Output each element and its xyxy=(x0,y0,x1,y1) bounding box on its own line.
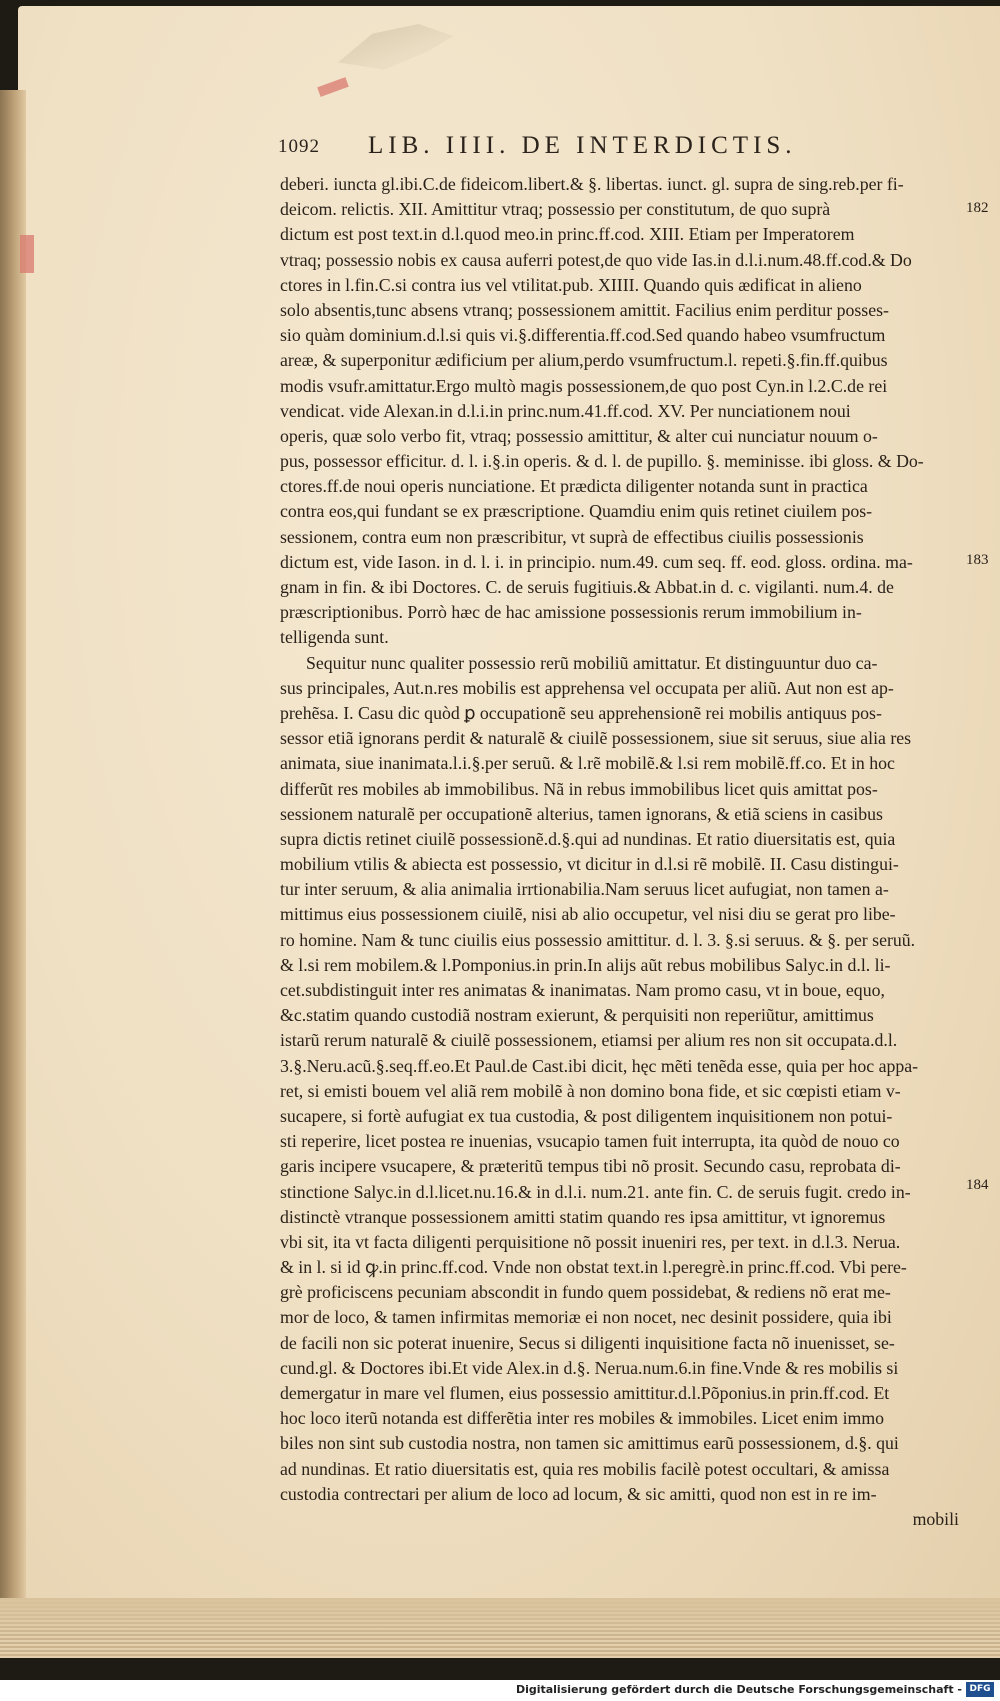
text-line: sessionem, contra eum non præscribitur, vt suprà de effectibus ciuilis possessionis xyxy=(280,526,864,547)
text-line: sessor etiã ignorans perdit & naturalẽ & ciuilẽ possessionem, siue sit seruus, siue alia res xyxy=(280,728,912,749)
text-line: vendicat. vide Alexan.in d.l.i.in princ.num.41.ff.cod. XV. Per nunciationem noui xyxy=(280,400,851,421)
text-line: sus principales, Aut.n.res mobilis est apprehensa vel occupata per aliũ. Aut non est ap- xyxy=(280,677,894,698)
text-line: ad nundinas. Et ratio diuersitatis est, quia res mobilis facilè potest occultari, & amissa xyxy=(280,1458,890,1479)
page-header xyxy=(278,132,918,166)
text-line: vtraq; possessio nobis ex causa auferri potest,de quo vide Ias.in d.l.i.num.48.ff.cod.& Do xyxy=(280,249,912,270)
text-line: tur inter seruum, & alia animalia irrtionabilia.Nam seruus licet aufugiat, non tamen a- xyxy=(280,879,889,900)
text-line: solo absentis,tunc absens vtranq; possessionem amittit. Facilius enim perditur posses- xyxy=(280,299,889,320)
marginal-number: 184 xyxy=(966,1177,989,1193)
text-line: sucapere, si fortè aufugiat ex tua custodia, & post diligentem inquisitionem non potui- xyxy=(280,1105,893,1126)
text-line: Sequitur nunc qualiter possessio rerũ mobiliũ amittatur. Et distinguuntur duo ca- xyxy=(306,652,878,673)
book-page xyxy=(18,6,1000,1646)
text-line: gnam in fin. & ibi Doctores. C. de seruis fugitiuis.& Abbat.in d. c. vigilanti. num.4. de xyxy=(280,577,894,597)
text-line: 3.§.Neru.acũ.§.seq.ff.eo.Et Paul.de Cast.ibi dicit, hęc mẽti tenẽda esse, quia per hoc appa- xyxy=(280,1055,919,1076)
text-line: de facili non sic poterat inuenire, Secus si diligenti inquisitione facta nõ inuenisset, se- xyxy=(280,1332,895,1353)
text-line: ctores.ff.de noui operis nunciatione. Et prædicta diligenter notanda sunt in practica xyxy=(280,476,868,497)
text-line: cet.subdistinguit inter res animatas & inanimatas. Nam promo casu, vt in boue, equo, xyxy=(280,980,885,1000)
text-line: cund.gl. & Doctores ibi.Et vide Alex.in d.§. Nerua.num.6.in fine.Vnde & res mobilis si xyxy=(280,1357,899,1378)
text-line: distinctè vtranque possessionem amitti statim quando res ipsa amittitur, vt ignoremus xyxy=(280,1206,886,1227)
text-line: animata, siue inanimata.l.i.§.per seruũ. & l.rẽ mobilẽ.& l.si rem mobilẽ.ff.co. Et in hoc xyxy=(280,753,895,774)
red-stain xyxy=(20,235,34,273)
text-line: modis vsufr.amittatur.Ergo multò magis possessionem,de quo post Cyn.in l.2.C.de rei xyxy=(280,375,888,396)
text-line: grè proficiscens pecuniam abscondit in fundo quem possidebat, & rediens nõ erat me- xyxy=(280,1282,891,1303)
running-title: LIB. IIII. DE INTERDICTIS. xyxy=(368,132,797,159)
text-line: & l.si rem mobilem.& l.Pomponius.in prin.In alijs aũt rebus mobilibus Salyc.in d.l. li- xyxy=(280,954,891,975)
dfg-logo: DFG xyxy=(966,1682,994,1697)
text-line: ctores in l.fin.C.si contra ius vel vtilitat.pub. XIIII. Quando quis ædificat in alieno xyxy=(280,274,862,295)
text-line: ret, si emisti bouem vel aliã rem mobilẽ à non domino bona fide, et sic cœpisti etiam v- xyxy=(280,1080,901,1101)
catchword: mobili xyxy=(912,1508,959,1529)
text-line: mor de loco, & tamen infirmitas memoriæ ei non nocet, nec desinit possidere, quia ibi xyxy=(280,1307,892,1328)
text-line: demergatur in mare vel flumen, eius possessio amittitur.d.l.Põponius.in prin.ff.cod. Et xyxy=(280,1383,890,1403)
text-line: pus, possessor efficitur. d. l. i.§.in operis. & d. l. de pupillo. §. meminisse. ibi gloss. & Do- xyxy=(280,451,924,472)
text-line: vbi sit, ita vt facta diligenti perquisitione nõ possit inueniri res, per text. in d.l.3. Nerua. xyxy=(280,1231,901,1252)
text-line: supra dictis retinet ciuilẽ possessionẽ.d.§.qui ad nundinas. Et ratio diuersitatis est, quia xyxy=(280,828,896,849)
text-line: deberi. iuncta gl.ibi.C.de fideicom.libert.& §. libertas. iunct. gl. supra de sing.reb.per fi- xyxy=(280,174,904,194)
marginal-number: 183 xyxy=(966,552,989,568)
text-line: istarũ rerum naturalẽ & ciuilẽ possessionem, etiamsi per alium res non sit occupata.d.l. xyxy=(280,1030,898,1051)
text-line: hoc loco iterũ notanda est differẽtia inter res mobiles & immobiles. Licet enim immo xyxy=(280,1408,885,1429)
text-line: prehẽsa. I. Casu dic quòd ꝑ occupationẽ seu apprehensionẽ rei mobilis antiquus pos- xyxy=(280,702,882,723)
text-line: sio quàm dominium.d.l.si quis vi.§.differentia.ff.cod.Sed quando habeo vsumfructum xyxy=(280,325,886,346)
text-line: deicom. relictis. XII. Amittitur vtraq; possessio per constitutum, de quo suprà xyxy=(280,199,831,220)
text-line: dictum est post text.in d.l.quod meo.in princ.ff.cod. XIII. Etiam per Imperatorem xyxy=(280,224,855,245)
text-line: præscriptionibus. Porrò hæc de hac amissione possessionis rerum immobilium in- xyxy=(280,602,862,623)
text-line: mobilium vtilis & abiecta est possessio, vt dicitur in d.l.si rẽ mobilẽ. II. Casu distingui- xyxy=(280,854,899,875)
text-line: contra eos,qui fundant se ex præscriptione. Quamdiu enim quis retinet ciuilem pos- xyxy=(280,501,873,522)
page-fore-edge xyxy=(0,1598,1000,1658)
text-line: operis, quæ solo verbo fit, vtraq; possessio amittitur, & alter cui nunciatur nouum o- xyxy=(280,425,878,446)
text-line: garis incipere vsucapere, & præteritũ tempus tibi nõ prosit. Secundo casu, reprobata di- xyxy=(280,1156,901,1177)
text-line: & in l. si id ꝙ.in princ.ff.cod. Vnde non obstat text.in l.peregrè.in princ.ff.cod. Vbi pere- xyxy=(280,1257,907,1278)
torn-paper-corner xyxy=(338,24,453,72)
marginal-number: 182 xyxy=(966,200,989,216)
text-line: &c.statim quando custodiã nostram exierunt, & perquisiti non reperiũtur, amittimus xyxy=(280,1005,874,1026)
text-line: mittimus eius possessionem ciuilẽ, nisi ab alio occupetur, vel nisi diu se gerat pro libe- xyxy=(280,904,896,925)
text-line: sti reperire, licet postea re inuenias, vsucapio tamen fuit interrupta, ita quòd de nouo co xyxy=(280,1131,900,1152)
text-line: telligenda sunt. xyxy=(280,627,389,648)
text-line: biles non sint sub custodia nostra, non tamen sic amittimus earũ possessionem, d.§. qui xyxy=(280,1433,899,1454)
text-line: areæ, & superponitur ædificium per alium,perdo vsumfructum.l. repeti.§.fin.ff.quibus xyxy=(280,350,888,371)
text-line: differũt res mobiles ab immobilibus. Nã in rebus immobilibus licet quis amittat pos- xyxy=(280,778,878,799)
funding-credit: Digitalisierung gefördert durch die Deutsche Forschungsgemeinschaft - xyxy=(515,1683,962,1696)
digitization-footer xyxy=(0,1680,1000,1701)
page-number: 1092 xyxy=(278,136,320,157)
text-line: ro homine. Nam & tunc ciuilis eius possessio amittitur. d. l. 3. §.si seruus. & §. per seruũ. xyxy=(280,929,916,950)
text-line: sessionem naturalẽ per occupationẽ alterius, tamen ignorans, & etiã sciens in casibus xyxy=(280,803,883,824)
text-line: custodia contrectari per alium de loco ad locum, & sic amitti, quod non est in re im- xyxy=(280,1483,877,1504)
text-line: dictum est, vide Iason. in d. l. i. in principio. num.49. cum seq. ff. eod. gloss. ordina. ma- xyxy=(280,551,913,572)
text-line: stinctione Salyc.in d.l.licet.nu.16.& in d.l.i. num.21. ante fin. C. de seruis fugit. credo in- xyxy=(280,1181,911,1202)
body-text xyxy=(280,172,965,1532)
page-binding-edge xyxy=(0,90,26,1650)
